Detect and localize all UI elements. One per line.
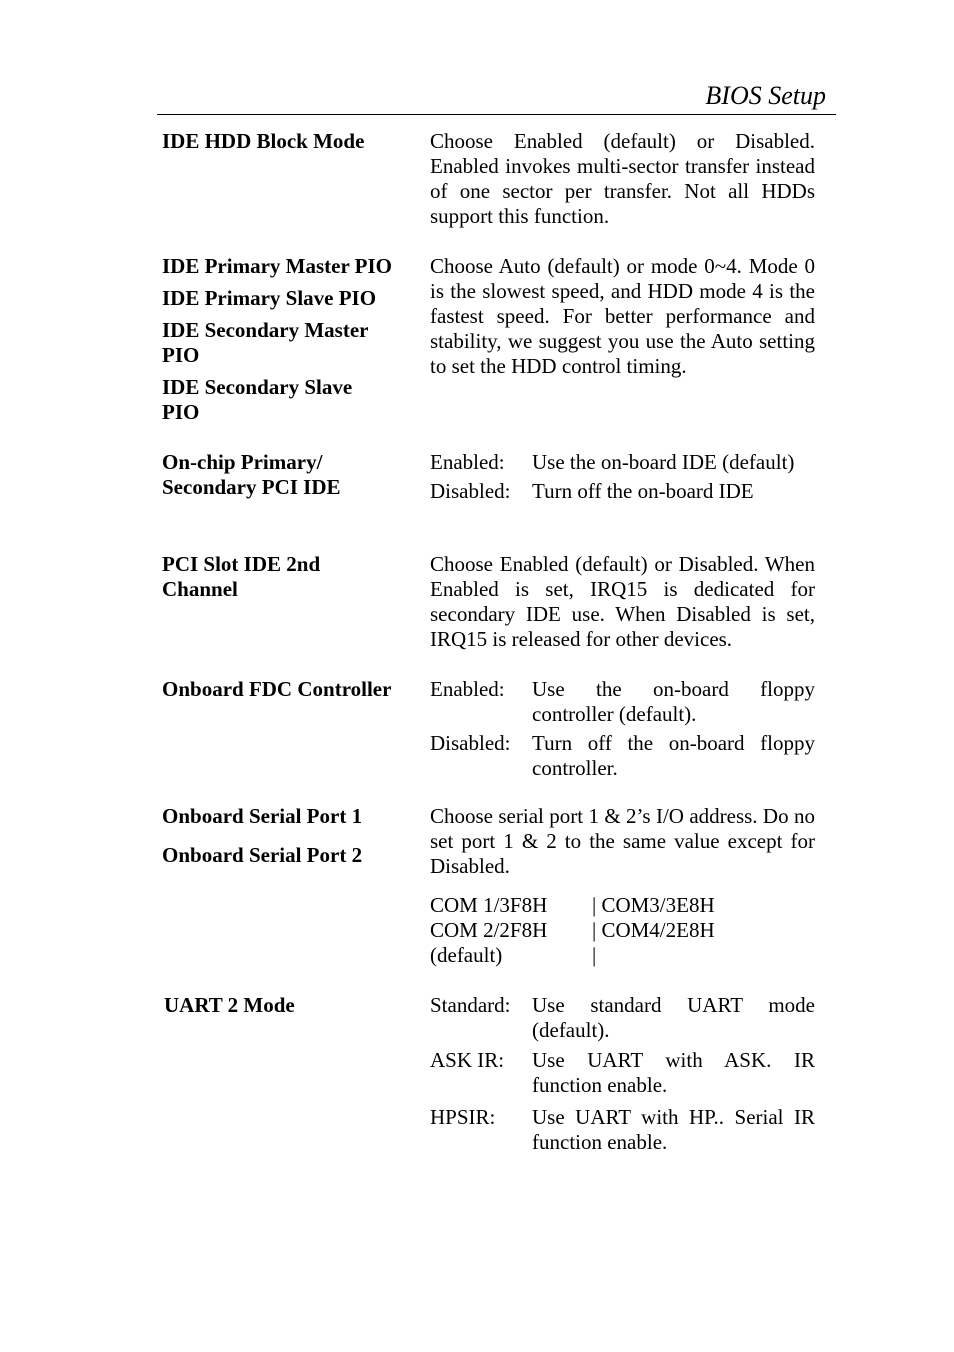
option-key: Enabled:: [430, 677, 505, 701]
page-header-title: BIOS Setup: [705, 81, 826, 110]
option-row: [430, 731, 815, 781]
desc-ide-hdd-block-mode: Choose Enabled (default) or Disabled. Enabled invokes multi-sector transfer instead of one sector per transfer. Not all HDDs support this function.: [430, 129, 815, 228]
option-row: [430, 1048, 815, 1098]
option-value: Turn off the on-board IDE: [532, 479, 754, 503]
option-key: HPSIR:: [430, 1105, 496, 1129]
term-ide-secondary-master-pio: IDE Secondary Master PIO: [162, 318, 369, 367]
term-ide-hdd-block-mode: IDE HDD Block Mode: [162, 129, 365, 153]
desc-ide-pio: Choose Auto (default) or mode 0~4. Mode 0 is the slowest speed, and HDD mode 4 is the fastest speed. For better performance and stability, we suggest you use the Auto setting to set the HDD control timing.: [430, 254, 815, 378]
option-row: [430, 450, 815, 475]
option-value: Turn off the on-board floppy controller.: [532, 731, 815, 780]
option-row: [430, 677, 815, 727]
option-value: Use the on-board IDE (default): [532, 450, 795, 474]
option-key: Disabled:: [430, 479, 511, 503]
term-ide-primary-master-pio: IDE Primary Master PIO: [162, 254, 392, 278]
option-key: Enabled:: [430, 450, 505, 474]
com-cell: COM 2/2F8H: [430, 918, 548, 942]
com-cell: |: [592, 943, 597, 967]
desc-pci-slot-ide-2nd-channel: Choose Enabled (default) or Disabled. When Enabled is set, IRQ15 is dedicated for secondary IDE use. When Disabled is set, IRQ15 is released for other devices.: [430, 552, 815, 651]
term-uart-2-mode: UART 2 Mode: [164, 993, 295, 1017]
com-cell: (default): [430, 943, 503, 967]
com-cell: COM 1/3F8H: [430, 893, 548, 917]
option-row: [430, 1105, 815, 1155]
term-pci-slot-ide-2nd-channel: PCI Slot IDE 2nd Channel: [162, 552, 321, 601]
option-key: Disabled:: [430, 731, 511, 755]
option-value: Use UART with HP.. Serial IR function enable.: [532, 1105, 815, 1154]
term-onboard-serial-port-2: Onboard Serial Port 2: [162, 843, 363, 867]
option-key: ASK IR:: [430, 1048, 505, 1072]
com-cell: | COM4/2E8H: [592, 918, 715, 942]
option-value: Use UART with ASK. IR function enable.: [532, 1048, 815, 1097]
option-row: [430, 479, 815, 504]
term-ide-primary-slave-pio: IDE Primary Slave PIO: [162, 286, 377, 310]
option-key: Standard:: [430, 993, 511, 1017]
option-value: Use standard UART mode (default).: [532, 993, 815, 1042]
option-row: [430, 993, 815, 1043]
term-ide-secondary-slave-pio: IDE Secondary Slave PIO: [162, 375, 353, 424]
com-cell: | COM3/3E8H: [592, 893, 715, 917]
desc-onboard-serial-ports: Choose serial port 1 & 2’s I/O address. Do no set port 1 & 2 to the same value except for Disabled.: [430, 804, 815, 878]
term-onboard-serial-port-1: Onboard Serial Port 1: [162, 804, 363, 828]
header-divider: [157, 114, 836, 115]
term-onchip-pci-ide: On-chip Primary/ Secondary PCI IDE: [162, 450, 341, 499]
term-onboard-fdc-controller: Onboard FDC Controller: [162, 677, 392, 701]
option-value: Use the on-board floppy controller (default).: [532, 677, 815, 726]
